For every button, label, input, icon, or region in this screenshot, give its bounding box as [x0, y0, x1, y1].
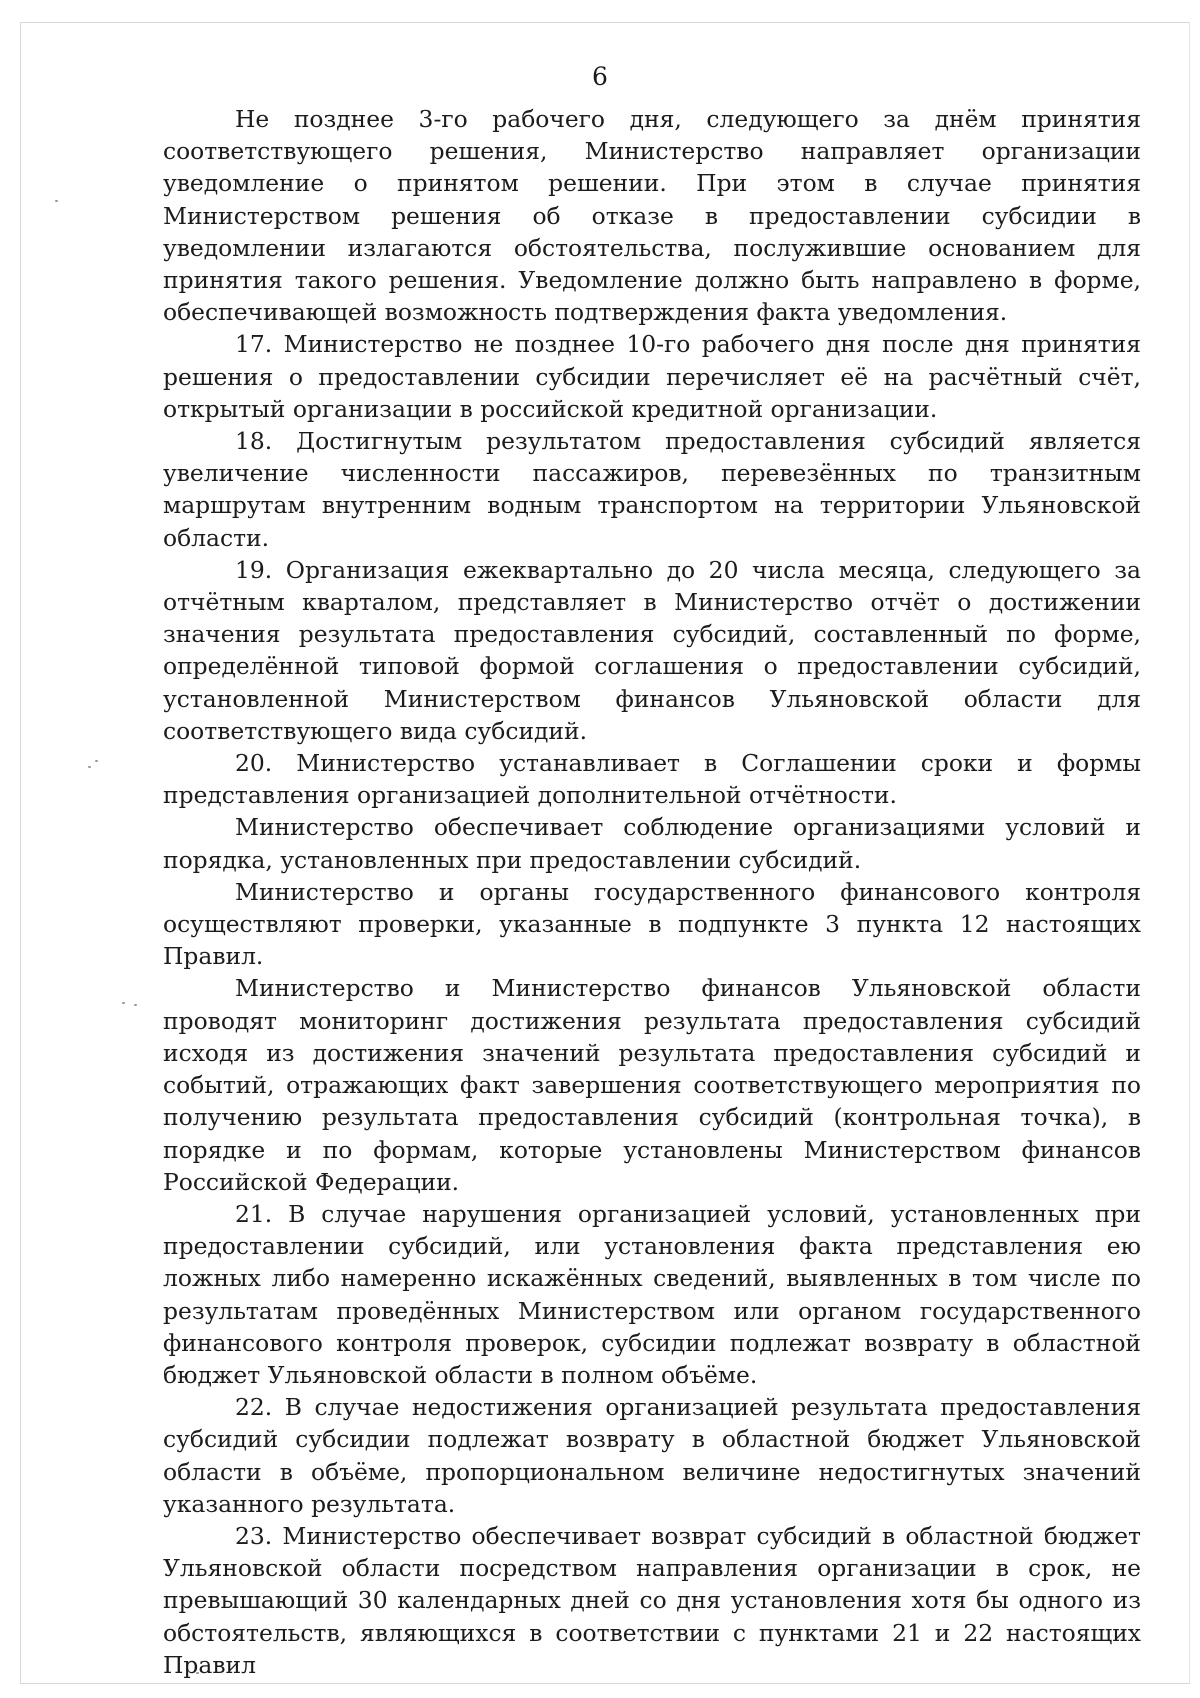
paragraph-22: 22. В случае недостижения организацией результата предоставления субсидий субсидии подлежат возврату в областной бюджет Ульяновской области в объёме, пропорциональном величине недостигнутых значений указанного результата. [163, 1393, 1141, 1518]
paragraph-20-compliance: Министерство обеспечивает соблюдение организациями условий и порядка, установленных при предоставлении субсидий. [163, 813, 1141, 874]
scan-speck [122, 1002, 125, 1004]
paragraph-18: 18. Достигнутым результатом предоставления субсидий является увеличение численности пассажиров, перевезённых по транзитным маршрутам внутренним водным транспортом на территории Ульяновской области. [163, 427, 1141, 552]
paragraph-notification: Не позднее 3-го рабочего дня, следующего за днём принятия соответствующего решения, Министерство направляет организации уведомление о принятом решении. При этом в случае принятия Министерством решения об отказе в предоставлении субсидии в уведомлении излагаются обстоятельства, послужившие основанием для принятия такого решения. Уведомление должно быть направлено в форме, обеспечивающей возможность подтверждения факта уведомления. [163, 105, 1141, 327]
paragraph-20: 20. Министерство устанавливает в Соглашении сроки и формы представления организацией дополнительной отчётности. [163, 749, 1141, 810]
scan-border-left [20, 22, 21, 1684]
document-body [163, 103, 1141, 1681]
paragraph-20-monitoring: Министерство и Министерство финансов Ульяновской области проводят мониторинг достижения результата предоставления субсидий исходя из достижения значений результата предоставления субсидий и событий, отражающих факт завершения соответствующего мероприятия по получению результата предоставления субсидий (контрольная точка), в порядке и по формам, которые установлены Министерством финансов Российской Федерации. [163, 974, 1141, 1196]
scan-border-bottom [20, 1683, 1190, 1684]
scan-border-top [20, 22, 1190, 23]
scan-speck [95, 760, 98, 762]
scan-speck [88, 766, 91, 768]
scan-border-right [1189, 22, 1190, 1684]
paragraph-23: 23. Министерство обеспечивает возврат субсидий в областной бюджет Ульяновской области посредством направления организации в срок, не превышающий 30 календарных дней со дня установления хотя бы одного из обстоятельств, являющихся в соответствии с пунктами 21 и 22 настоящих Правил [163, 1521, 1141, 1679]
page-number: 6 [592, 62, 608, 91]
paragraph-21: 21. В случае нарушения организацией условий, установленных при предоставлении субсидий, или установления факта представления ею ложных либо намеренно искажённых сведений, выявленных в том числе по результатам проведённых Министерством или органом государственного финансового контроля проверок, субсидии подлежат возврату в областной бюджет Ульяновской области в полном объёме. [163, 1199, 1141, 1389]
paragraph-19: 19. Организация ежеквартально до 20 числа месяца, следующего за отчётным кварталом, представляет в Министерство отчёт о достижении значения результата предоставления субсидий, составленный по форме, определённой типовой формой соглашения о предоставлении субсидий, установленной Министерством финансов Ульяновской области для соответствующего вида субсидий. [163, 555, 1141, 745]
scan-speck [134, 1004, 137, 1006]
paragraph-20-inspections: Министерство и органы государственного финансового контроля осуществляют проверки, указанные в подпункте 3 пункта 12 настоящих Правил. [163, 877, 1141, 971]
scan-speck [55, 200, 58, 202]
paragraph-17: 17. Министерство не позднее 10-го рабочего дня после дня принятия решения о предоставлении субсидии перечисляет её на расчётный счёт, открытый организации в российской кредитной организации. [163, 330, 1141, 423]
